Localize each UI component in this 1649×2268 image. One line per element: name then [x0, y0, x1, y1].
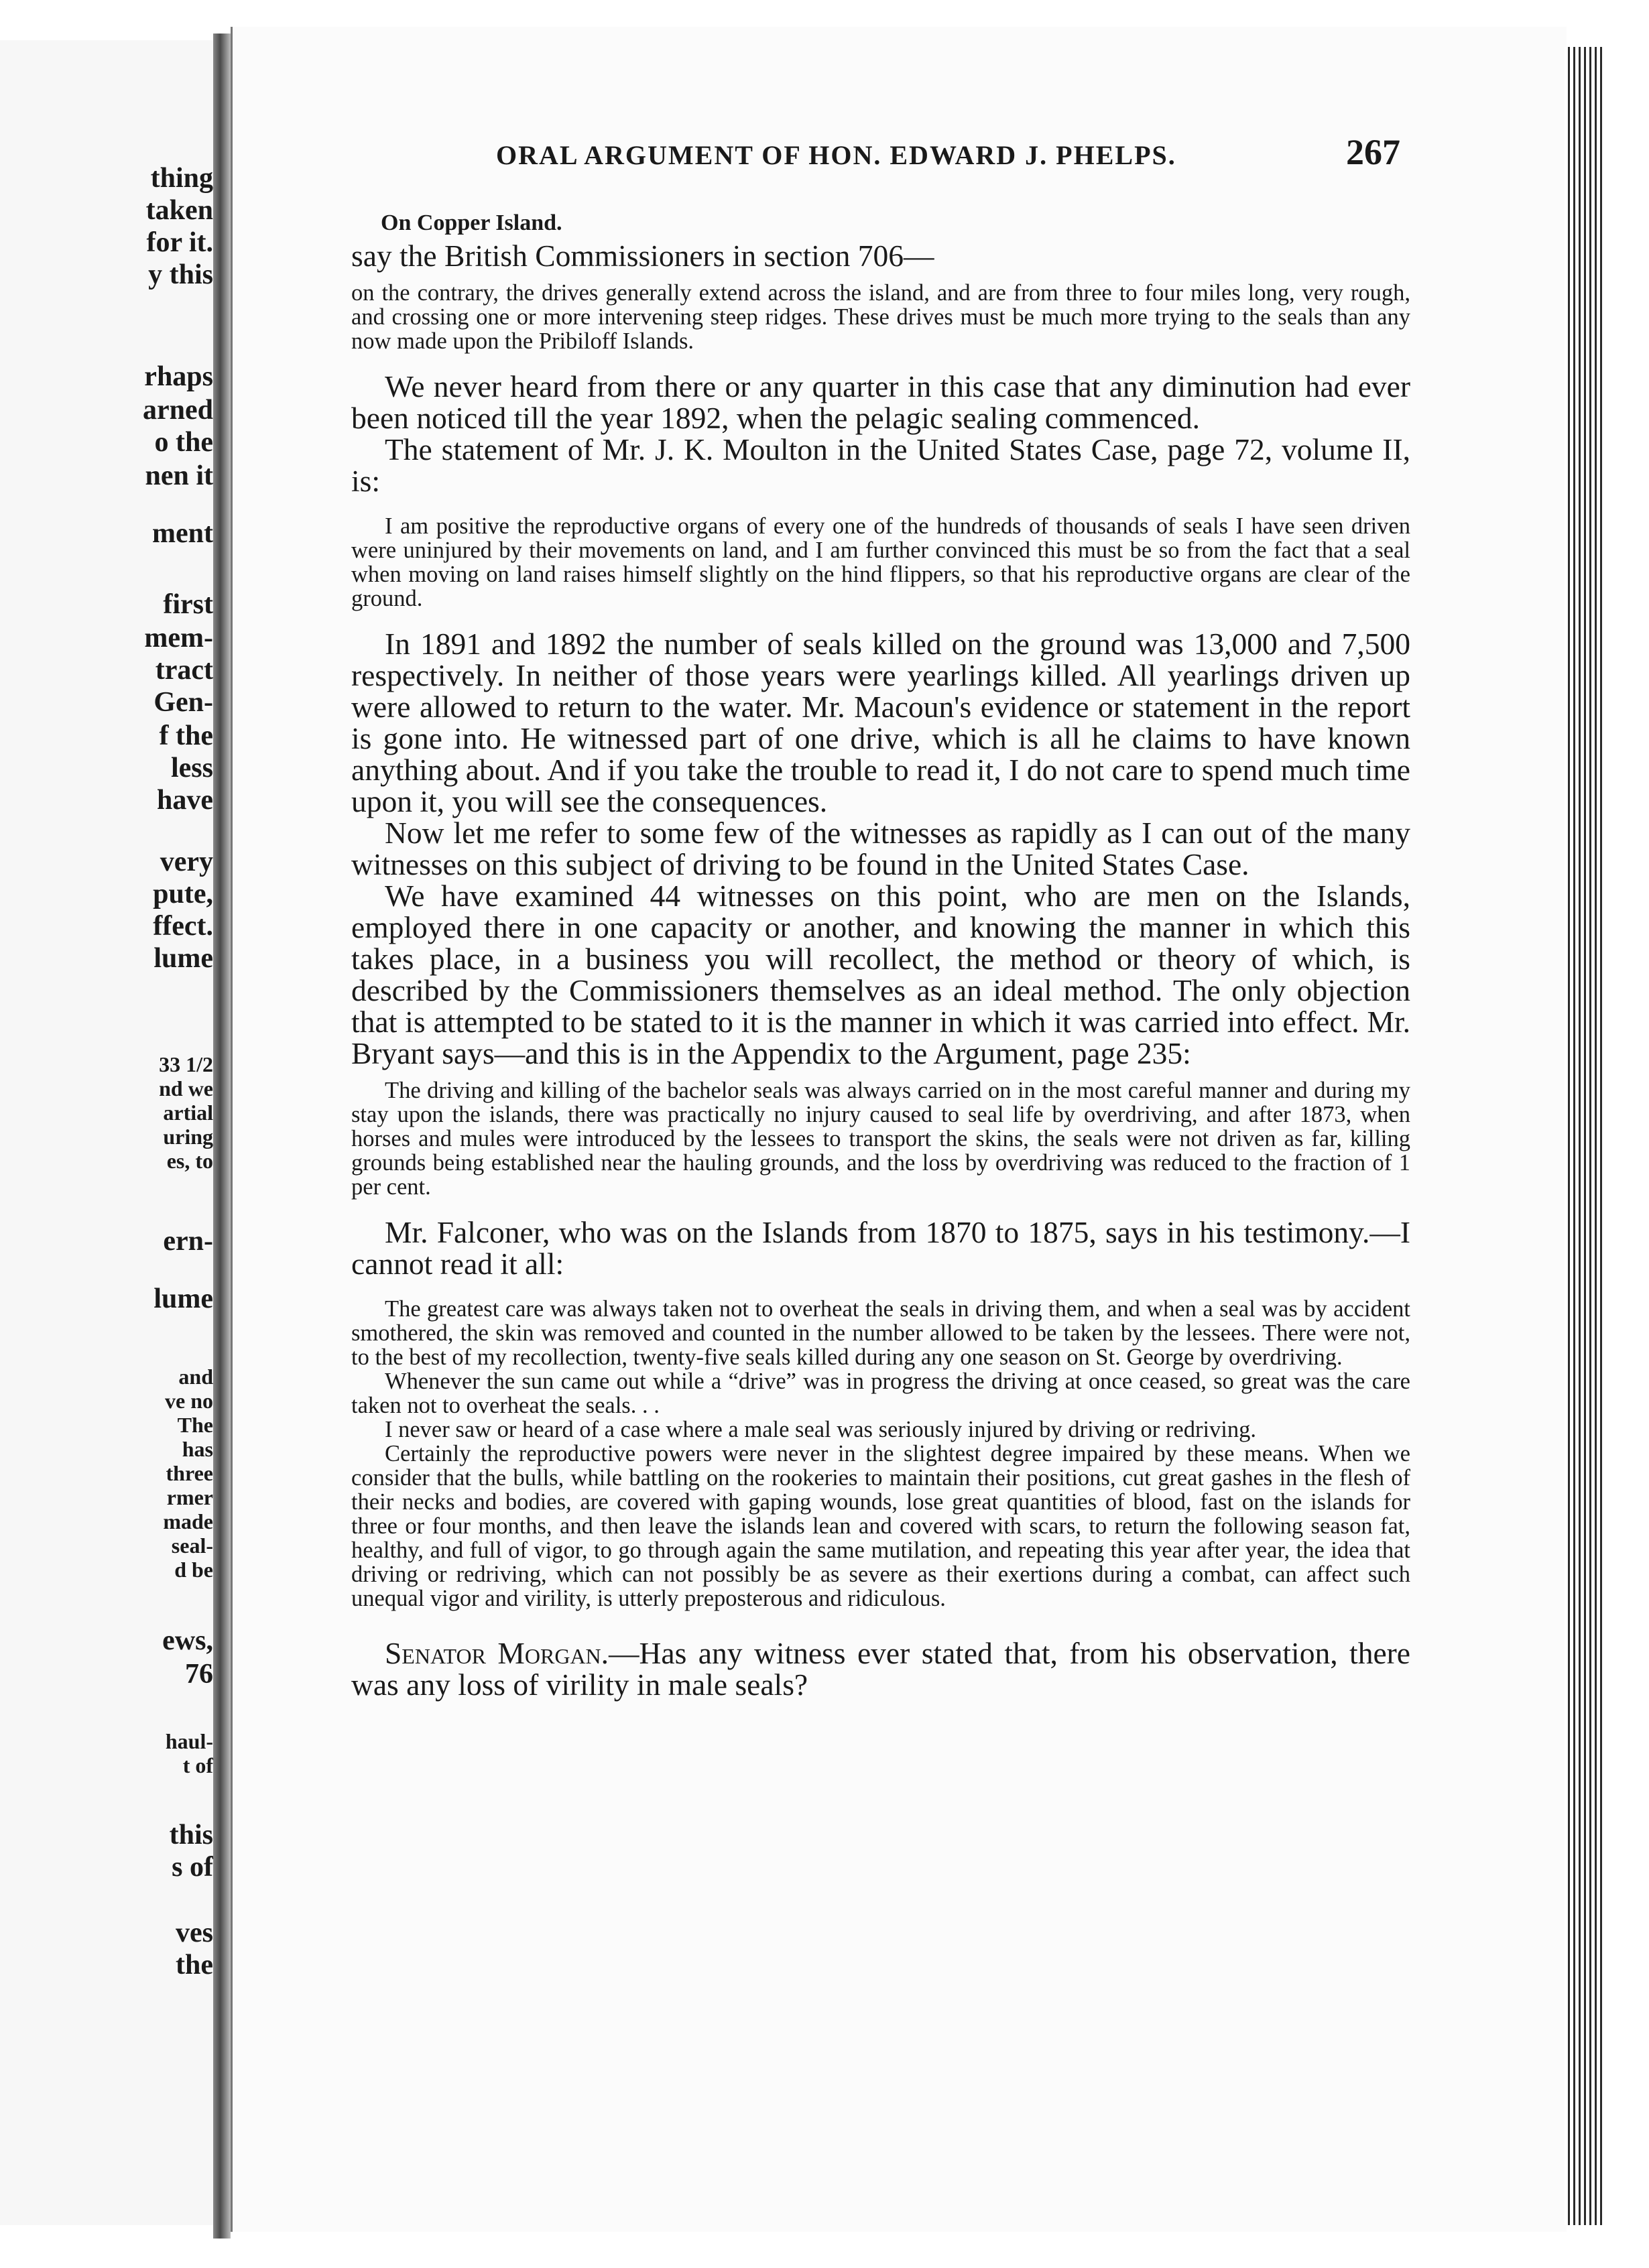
facing-page-fragment-line: pute,: [153, 879, 213, 909]
facing-page-fragment-line: mem-: [144, 623, 213, 653]
facing-page-fragment-line: first: [163, 589, 213, 620]
facing-page-fragment-line: rhaps: [144, 361, 213, 392]
paragraph-pelagic-sealing: We never heard from there or any quarter in this case that any diminution had ever been noticed till the year 1892, when the pelagic sealing commenced.: [351, 369, 1410, 435]
facing-page-fragment-line: for it.: [146, 227, 213, 258]
paragraph-commissioners-intro: say the British Commissioners in section 706—: [351, 239, 934, 273]
facing-page-fragment-line: lume: [154, 1283, 213, 1314]
facing-page-fragment-line: The: [177, 1413, 213, 1437]
facing-page-fragment-line: thing: [150, 163, 213, 194]
paragraph-moulton-statement: The statement of Mr. J. K. Moulton in the United States Case, page 72, volume II, is:: [351, 432, 1410, 498]
facing-page-fragment-line: 33 1/2: [159, 1052, 213, 1076]
facing-page-fragment-line: nen it: [145, 460, 213, 491]
facing-page-fragment-line: rmer: [166, 1485, 213, 1509]
facing-page-fragment-line: taken: [145, 195, 213, 226]
facing-page-fragment-line: has: [182, 1437, 213, 1461]
paragraph-falconer: Mr. Falconer, who was on the Islands from 1870 to 1875, says in his testimony.—I cannot read it all:: [351, 1215, 1410, 1281]
facing-page-fragment: [0, 40, 217, 2225]
facing-page-fragment-line: arned: [143, 395, 213, 426]
paragraph-senator-morgan: [351, 1637, 1410, 1700]
running-head: ORAL ARGUMENT OF HON. EDWARD J. PHELPS.: [496, 140, 1176, 170]
quote-falconer-never-saw: I never saw or heard of a case where a male seal was seriously injured by driving or redriving.: [385, 1417, 1256, 1442]
speaker-name: Senator Morgan.: [385, 1636, 609, 1670]
facing-page-fragment-line: ern-: [163, 1226, 213, 1257]
facing-page-fragment-line: three: [166, 1461, 213, 1485]
facing-page-fragment-line: 76: [185, 1659, 213, 1690]
facing-page-fragment-line: very: [160, 846, 213, 877]
page-number: 267: [1346, 132, 1400, 172]
facing-page-fragment-line: have: [157, 785, 213, 816]
quote-falconer-care: The greatest care was always taken not to overheat the seals in driving them, and when a seal was by accident smothered, the skin was removed and counted in the number allowed to be taken by the lessees. There were not, to the best of my recollection, twenty-five seals killed during any one season on St. George by overdriving.: [351, 1296, 1410, 1370]
facing-page-fragment-line: the: [176, 1950, 213, 1980]
facing-page-fragment-line: ves: [176, 1917, 213, 1948]
facing-page-fragment-line: ve no: [165, 1389, 213, 1413]
paragraph-seals-killed: In 1891 and 1892 the number of seals killed on the ground was 13,000 and 7,500 respectively. In neither of those years were yearlings killed. All yearlings driven up were allowed to return to the water. Mr. Macoun's evidence or statement in the report is gone into. He witnessed part of one drive, which is all he claims to have known anything about. And if you take the trouble to read it, I do not care to spend much time upon it, you will see the consequences.: [351, 627, 1410, 818]
facing-page-fragment-line: artial: [163, 1100, 213, 1125]
paragraph-44-witnesses: We have examined 44 witnesses on this point, who are men on the Islands, employed there in one capacity or another, and knowing the manner in which this takes place, in a business you will recollect, the method or theory of which, is described by the Commissioners themselves as an ideal method. The only objection that is attempted to be stated to it is the manner in which it was carried into effect. Mr. Bryant says—and this is in the Appendix to the Argument, page 235:: [351, 879, 1410, 1070]
facing-page-fragment-line: d be: [174, 1558, 213, 1582]
speaker-question: —Has any witness ever stated that, from his observation, there was any loss of virility in male seals?: [351, 1636, 1410, 1702]
quote-bryant: The driving and killing of the bachelor seals was always carried on in the most careful manner and during my stay upon the islands, there was practically no injury caused to seal life by overdriving, and after 1873, when horses and mules were introduced by the lessees to transport the skins, the seals were not driven as far, killing grounds being established near the hauling grounds, and the loss by overdriving was reduced to the fraction of 1 per cent.: [351, 1078, 1410, 1200]
facing-page-fragment-line: lume: [154, 943, 213, 974]
quote-falconer-reproductive: Certainly the reproductive powers were never in the slightest degree impaired by these means. When we consider that the bulls, while battling on the rookeries to maintain their positions, cut great gashes in the flesh of their necks and bodies, are covered with gaping wounds, lose great quantities of blood, fast on the islands for three or four months, and then leave the islands lean and covered with scars, to return the following season fat, healthy, and full of vigor, to go through again the same mutilation, and repeating this year after year, the idea that driving or redriving, which can not possibly be as severe as their exertions during a combat, can affect such unequal vigor and virility, is utterly preposterous and ridiculous.: [351, 1441, 1410, 1611]
facing-page-fragment-line: ffect.: [153, 911, 213, 942]
facing-page-fragment-line: and: [178, 1365, 213, 1389]
quote-moulton: I am positive the reproductive organs of every one of the hundreds of thousands of seals I have seen driven were uninjured by their movements on land, and I am further convinced this must be so from the fact that a seal when moving on land raises himself slightly on the hind flippers, so that his reproductive organs are clear of the ground.: [351, 513, 1410, 611]
facing-page-fragment-line: t of: [182, 1753, 213, 1777]
side-caption: On Copper Island.: [381, 210, 562, 235]
facing-page-fragment-line: y this: [148, 259, 213, 290]
quote-falconer-sun: Whenever the sun came out while a “drive” was in progress the driving at once ceased, so great was the care taken not to overheat the seals. . .: [351, 1369, 1410, 1418]
facing-page-fragment-line: made: [163, 1509, 213, 1533]
facing-page-fragment-line: ment: [152, 518, 213, 549]
facing-page-fragment-line: es, to: [166, 1149, 213, 1173]
facing-page-fragment-line: this: [169, 1820, 213, 1850]
paragraph-witnesses-refer: Now let me refer to some few of the witnesses as rapidly as I can out of the many witnesses on this subject of driving to be found in the United States Case.: [351, 816, 1410, 881]
facing-page-fragment-line: tract: [155, 655, 213, 686]
facing-page-fragment-line: less: [171, 753, 213, 783]
facing-page-fragment-line: f the: [159, 720, 213, 751]
facing-page-fragment-line: s of: [172, 1852, 213, 1883]
book-gutter: [213, 34, 231, 2239]
facing-page-fragment-line: o the: [154, 427, 213, 458]
facing-page-fragment-line: seal-: [171, 1533, 213, 1558]
facing-page-fragment-line: uring: [163, 1125, 213, 1149]
page-body: [351, 194, 1410, 1700]
facing-page-fragment-line: Gen-: [154, 687, 213, 718]
quote-copper-island-drives: on the contrary, the drives generally extend across the island, and are from three to four miles long, very rough, and crossing one or more intervening steep ridges. These drives must be much more trying to the seals than any now made upon the Pribiloff Islands.: [351, 280, 1410, 354]
facing-page-fragment-line: nd we: [159, 1076, 213, 1100]
facing-page-fragment-line: haul-: [165, 1729, 213, 1753]
page-edges: [1565, 47, 1605, 2225]
facing-page-fragment-line: ews,: [162, 1625, 213, 1656]
